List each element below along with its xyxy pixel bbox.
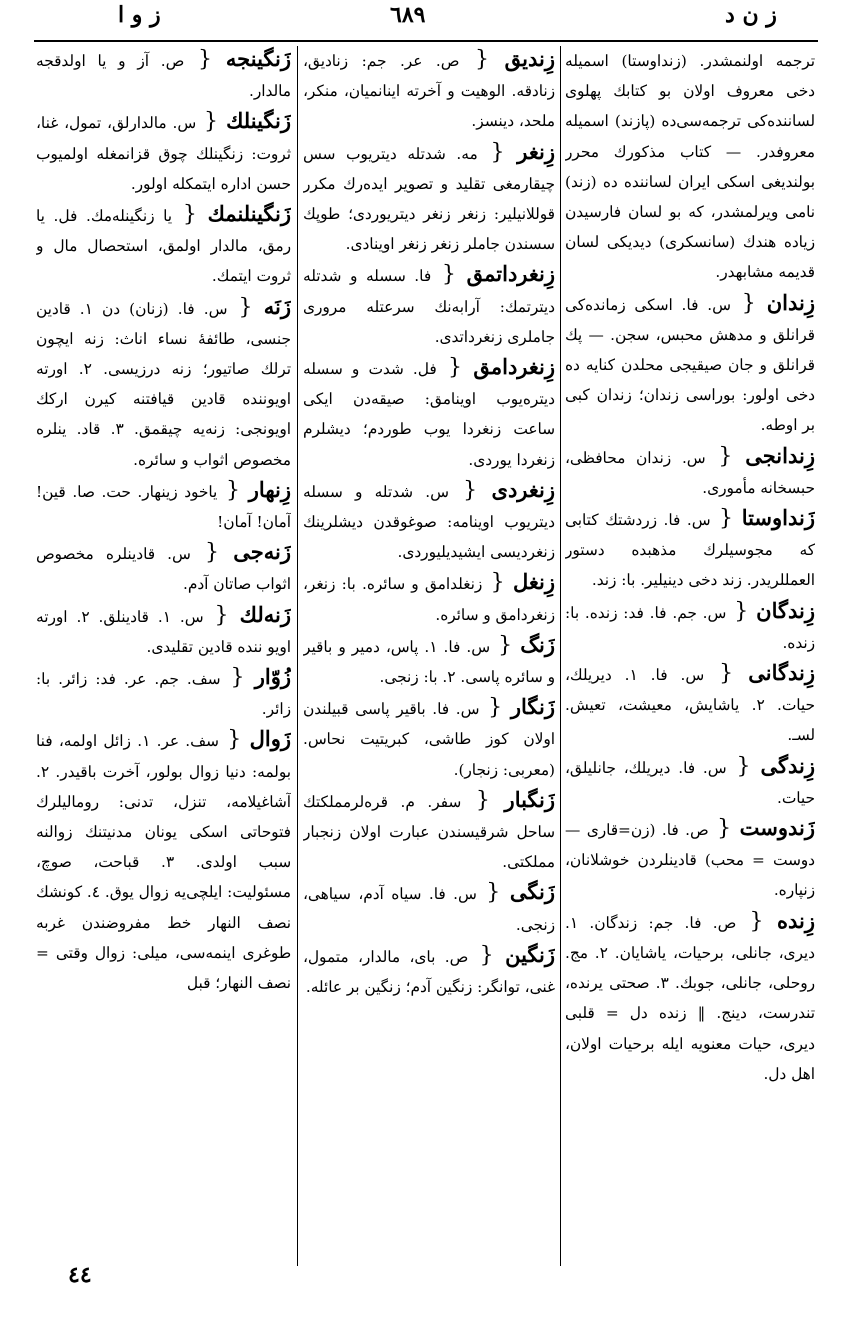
entry-headword: زِنهار [248,476,291,502]
brace-glyph: { [710,506,742,532]
brace-glyph: { [190,540,234,566]
entry-definition: ص. فا. جم: زندگان. ١. دیری، جانلی، برحیات، یاشایان. ٢. مج. روحلی، جانلی، جوبك. ٣. صحتی یرنده، تندرست، دینج. ‖ زنده دل = قلبی دیری، حیات معنویه ایله برحیات اولان، اهل دل. [565,913,815,1083]
entry-definition: یاخود زینهار. حت. صا. قین! آمان! آمان! [36,482,291,532]
brace-glyph: { [227,294,264,320]
entry-definition: سفر. م. قره‌لرمملکتك ساحل شرقیسندن عبارت اولان زنجبار مملکتی. [303,792,555,872]
dictionary-entry [565,505,815,596]
entry-headword: زِنغردامق [473,354,555,380]
brace-glyph: { [172,202,208,228]
dictionary-entry [36,602,291,662]
brace-glyph: { [489,632,521,658]
entry-definition: س. ١. قادینلق. ٢. اورته اویو ننده قادین تقلیدی. [36,607,291,656]
brace-glyph: { [203,602,240,628]
dictionary-entry [36,46,291,106]
brace-glyph: { [704,661,749,687]
brace-glyph: { [448,477,492,503]
brace-glyph: { [736,908,777,934]
entry-definition: س. جم. فا. فد: زنده. با: زنده. [565,603,815,652]
dictionary-entry [303,694,555,785]
entry-headword: زَنه‌جی [233,539,291,565]
entry-headword: زِنغردی [491,476,555,502]
entry-headword: زَنگین [505,941,555,967]
brace-glyph: { [196,109,227,135]
entry-definition: ص. آز و یا اولدقجه مالدار. [36,52,291,101]
dictionary-entry [303,354,555,475]
brace-glyph: { [730,290,767,316]
entry-definition: مه. شدتله دیتریوب سس چیقارمغی تقلید و تصویر ایده‌رك مکرر قوللانیلیر: زنغر زنغر دیتریوردی؛ طوپك سسندن جاملر زنغر زنغر اوینادی. [303,144,555,254]
entry-definition: فا. سسله و شدتله دیترتمك: آرابه‌نك سرعتله مروری جاملری زنغرداتدی. [303,267,555,346]
entry-definition: یا زنگینله‌مك. فل. یا رمق، مالدار اولمق، استحصال مال و ثروت ایتمك. [36,207,291,286]
column-right [565,46,815,1291]
column-divider [560,46,561,1266]
entry-definition: س. زندان محافظی، حبسخانه مأموری. [565,448,815,497]
brace-glyph: { [184,47,226,72]
brace-glyph: { [476,880,510,906]
entry-headword: زِندگان [756,597,815,623]
entry-headword: زِندان [766,289,815,315]
dictionary-entry [303,787,555,878]
entry-definition: س. فا. (زنان) دن ١. قادین جنسی، طائفهٔ نساء اناث: زنه ایچون ترلك صاتیور؛ زنه درزیسی. ٢. اورته اویو‌ننده قادین قیافتنه کیرن ارکك اویونجی: زنه‌یه چیقمق. ٣. قاد. ینلره مخصوص اثواب و سائره. [36,299,291,469]
entry-headword: زَنداوستا [741,505,815,531]
entry-definition: فل. شدت و سسله دیتره‌یوب اوینامق: صیقه‌دن ایکی ساعت زنغردا یوب طوردم؛ دیشلرم زنغردا یوردی. [303,360,555,469]
column-divider [297,46,298,1266]
dictionary-entry [303,942,555,1002]
dictionary-entry [565,598,815,658]
header-right-letters: ز ن د [725,2,777,28]
brace-glyph: { [705,443,746,469]
brace-glyph: { [482,570,513,596]
dictionary-entry [36,294,291,475]
entry-definition: ص. بای، مالدار، متمول، غنی، توانگر: زنگین آدم؛ زنگین بر عائله. [303,947,555,997]
dictionary-entry [303,569,555,629]
dictionary-entry [36,726,291,998]
entry-definition: سف. عر. ١. زائل اولمه، فنا بولمه: دنیا زوال بولور، آخرت باقیدر. ٢. آشاغیلامه، تنزل، تدنی: رومالیلرك فتوحاتی اسکی یونان مدنیتنك زوالنه سبب اولدی. ٣. قباحت، صوچ، مسئولیت: ایلچی‌یه زوال یوق. ٤. کونشك نصف النهار خط مفروضندن غربه طوغری اینمه‌سی، میلی: زوال وقتی = نصف النهار؛ قبل [36,732,291,993]
dictionary-entry [303,879,555,939]
dictionary-entry [303,261,555,352]
brace-glyph: { [459,47,505,72]
dictionary-entry [36,201,291,292]
entry-headword: زِندیق [504,46,555,71]
entry-headword: زَنگینجه [225,46,291,71]
entry-definition: س. فا. زردشتك کتابی که مجوسیلرك مذهبده دستور العمللریدر. زند دخی دینیلیر. با: زند. [565,511,815,590]
entry-headword: زَنگی [509,879,555,905]
entry-definition: سف. جم. عر. فد: زائر. با: زائر. [36,670,291,719]
entry-headword: زِنده [776,907,815,933]
brace-glyph: { [220,665,255,691]
entry-definition: ص. عر. جم: زنادیق، زنادقه. الوهیت و آخرته اینانمیان، منکر، ملحد، دینسز. [303,52,555,131]
entry-definition: س. فا. سیاه آدم، سیاهی، زنجی. [303,885,555,934]
dictionary-entry [303,477,555,568]
entry-headword: زَنگار [510,694,555,720]
dictionary-entry [303,46,555,137]
column-left [36,46,291,1291]
dictionary-entry [565,290,815,441]
signature-mark: ٤٤ [68,1262,92,1288]
entry-headword: زِندگی [760,752,815,778]
entry-definition: س. فا. ١. دیریلك، حیات. ٢. یاشایش، معیشت، تعیش. لسـ. [565,666,815,745]
header-rule [34,40,818,42]
entry-headword: زَنگینلك [226,108,291,134]
dictionary-entry [36,539,291,599]
brace-glyph: { [461,787,505,813]
dictionary-entry [565,443,815,503]
entry-headword: زِنغرداتمق [466,261,555,287]
entry-definition: س. فا. ١. پاس، دمیر و باقیر و سائره پاسی. ٢. با: زنجی. [303,637,555,687]
page-number: ٦٨٩ [390,2,426,28]
entry-definition: س. فا. باقیر پاسی قبیلندن اولان کوز طاشی، کبریتیت نحاس. (معربی: زنجار). [303,700,555,779]
entry-headword: زَندوست [739,815,815,841]
entry-definition: ص. فا. (زن=قاری — دوست = محب) قادینلردن خوشلانان، زنپاره. [565,821,815,900]
entry-definition: ترجمه اولنمشدر. (زنداوستا) اسمیله دخی معروف اولان بو کتابك پهلوی لساننده‌کی ترجمه‌سی‌ده (پازند) اسمیله معروفدر. — کتاب مذکورك محرر بولندیغی اسکی ایران لساننده ده (زند) نامی ویرلمشدر، که بو لسان فارسیدن زیاده هندك (سانسکری) دیدیکی لسان قدیمه مشابهدر. [565,52,815,282]
entry-headword: زِنغل [512,569,555,595]
brace-glyph: { [431,262,467,288]
entry-headword: زِندانجی [745,442,815,468]
entry-definition: س. مالدارلق، تمول، غنا، ثروت: زنگینلك چوق قزانمغله اولمیوب حسن اداره ایتمکله اولور. [36,114,291,193]
entry-definition: س. فا. اسکی زمانده‌کی قرانلق و مدهش محبس، سجن. — پك قرانلق و جان صیقیجی محلدن کنایه ده دخی اولور: بورا‌سی زندان؛ زندان کبی بر اوطه. [565,295,815,435]
brace-glyph: { [726,598,757,624]
dictionary-entry [36,477,291,537]
entry-definition: س. قادینلره مخصوص اثواب صاتان آدم. [36,545,291,594]
dictionary-entry [303,139,555,260]
dictionary-entry [36,108,291,199]
brace-glyph: { [726,753,761,779]
entry-headword: زِنغر [517,138,555,164]
entry-headword: زَنَه [263,293,291,319]
dictionary-entry [303,632,555,692]
entry-headword: زَنگ [520,631,555,657]
brace-glyph: { [218,727,250,753]
brace-glyph: { [436,355,474,381]
entry-definition: س. شدتله و سسله دیتریوب اوینامه: صوغوقدن دیشلرینك زنغردیسی ایشیدیلیوردی. [303,482,555,562]
dictionary-entry [565,908,815,1089]
entry-headword: زَنگبار [504,786,555,812]
header-left-letters: ز و ا [118,2,161,28]
dictionary-entry [565,815,815,906]
entry-headword: زِندگانی [748,660,815,686]
dictionary-entry [565,660,815,751]
entry-headword: زَنه‌لك [239,601,291,627]
entry-headword: زَوال [249,726,291,752]
entry-definition: س. فا. دیریلك، جانلیلق، حیات. [565,758,815,807]
entry-headword: زُوّار [254,664,291,690]
brace-glyph: { [708,816,740,842]
brace-glyph: { [477,139,518,165]
brace-glyph: { [217,477,249,503]
entry-headword: زَنگینلنمك [207,201,291,227]
brace-glyph: { [479,695,511,721]
brace-glyph: { [468,942,506,968]
dictionary-entry [36,664,291,724]
dictionary-entry [565,46,815,288]
entry-definition: زنغلدامق و سائره. با: زنغر، زنغردامق و سائره. [303,575,555,624]
column-middle [303,46,555,1291]
dictionary-entry [565,753,815,813]
